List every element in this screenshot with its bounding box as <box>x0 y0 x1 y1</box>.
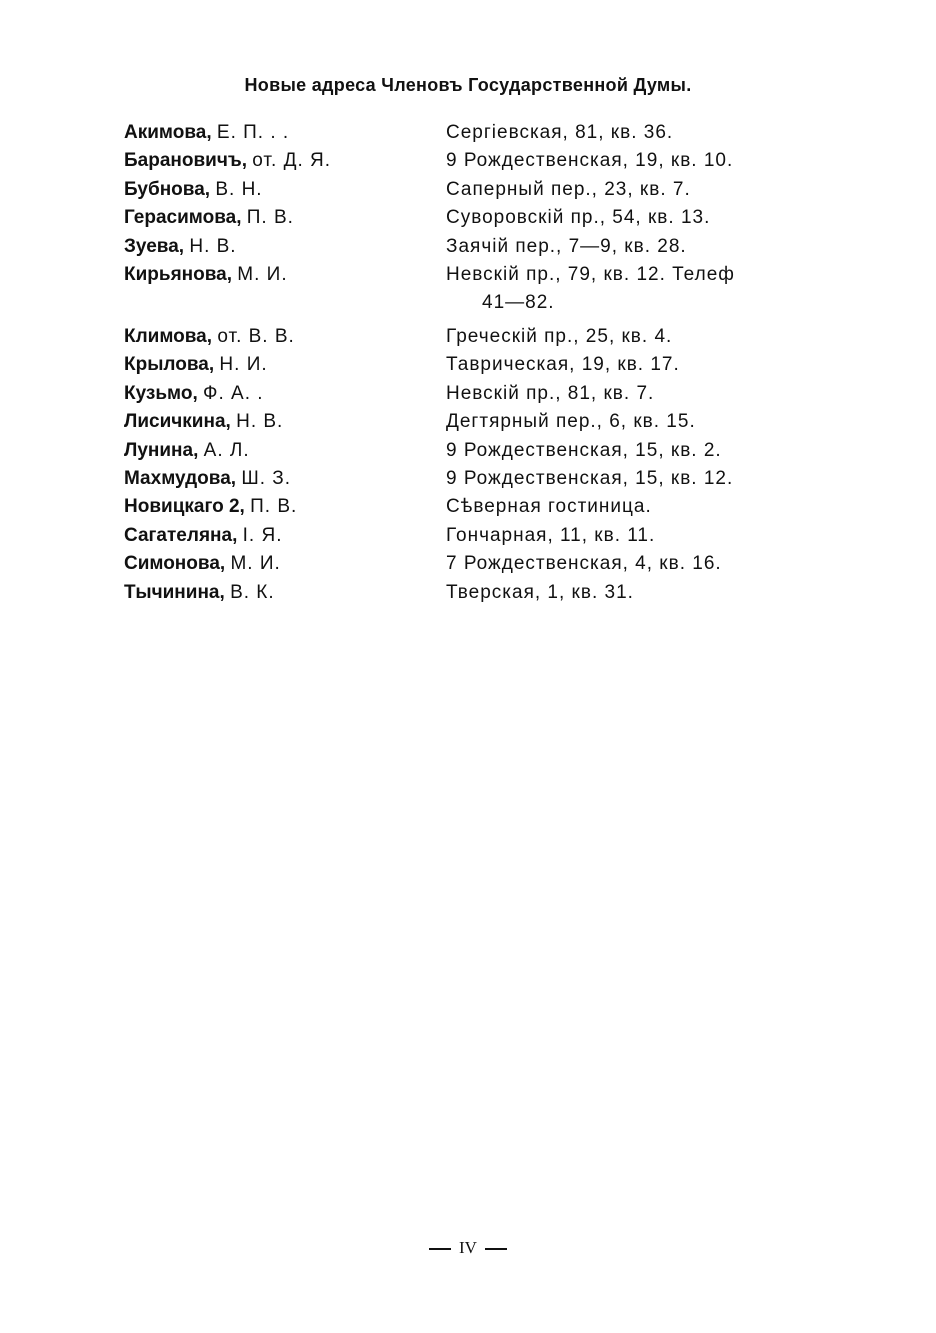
member-initials: Ш. З. <box>241 468 292 490</box>
member-address: Таврическая, 19, кв. 17. <box>446 354 680 376</box>
page-number-text: IV <box>459 1238 477 1257</box>
member-name <box>124 351 446 379</box>
member-surname: Зуева, <box>124 235 185 257</box>
member-initials: Н. В. <box>189 235 237 257</box>
member-surname: Бубнова, <box>124 178 211 200</box>
member-name <box>124 261 446 289</box>
list-item <box>124 408 824 436</box>
member-initials: П. В. <box>246 207 294 229</box>
list-item <box>124 437 824 465</box>
list-item <box>124 323 824 351</box>
member-address: 9 Рождественская, 15, кв. 2. <box>446 439 722 461</box>
member-address: 9 Рождественская, 15, кв. 12. <box>446 468 734 490</box>
member-address: 9 Рождественская, 19, кв. 10. <box>446 150 734 172</box>
member-name <box>124 323 446 351</box>
member-surname: Тычинина, <box>124 581 225 603</box>
list-item <box>124 261 824 323</box>
list-item <box>124 233 824 261</box>
member-address: Гончарная, 11, кв. 11. <box>446 524 656 546</box>
member-surname: Акимова, <box>124 122 212 143</box>
member-name <box>124 204 446 232</box>
member-surname: Климова, <box>124 326 213 348</box>
member-name <box>124 119 446 147</box>
member-initials: Н. И. <box>219 354 268 376</box>
list-item <box>124 176 824 204</box>
page-number <box>0 1238 936 1258</box>
member-surname: Симонова, <box>124 553 226 575</box>
dash-left <box>429 1248 451 1250</box>
member-initials: Ф. А. . <box>203 382 264 404</box>
member-address-continuation: 41—82. <box>482 292 555 314</box>
member-name <box>124 233 446 261</box>
member-initials: Е. П. . . <box>216 122 290 143</box>
member-address: Тверская, 1, кв. 31. <box>446 581 634 603</box>
member-address: Сѣверная гостиница. <box>446 496 652 518</box>
address-list <box>124 119 824 607</box>
member-address: Заячій пер., 7—9, кв. 28. <box>446 235 687 257</box>
member-address: Сергіевская, 81, кв. 36. <box>446 122 674 143</box>
member-surname: Лунина, <box>124 439 199 461</box>
list-item <box>124 550 824 578</box>
member-address: Саперный пер., 23, кв. 7. <box>446 178 691 200</box>
member-surname: Кирьянова, <box>124 264 233 286</box>
member-name <box>124 579 446 607</box>
member-initials: І. Я. <box>242 524 283 546</box>
member-address-line: Невскій пр., 79, кв. 12. Телеф <box>446 264 735 286</box>
list-item <box>124 522 824 550</box>
member-name <box>124 465 446 493</box>
member-initials: М. И. <box>230 553 281 575</box>
member-address: Дегтярный пер., 6, кв. 15. <box>446 411 696 433</box>
list-item <box>124 204 824 232</box>
member-initials: А. Л. <box>203 439 250 461</box>
member-name <box>124 380 446 408</box>
member-name <box>124 176 446 204</box>
member-address <box>446 261 806 318</box>
member-address: Суворовскій пр., 54, кв. 13. <box>446 207 711 229</box>
member-name <box>124 522 446 550</box>
list-item <box>124 465 824 493</box>
member-surname: Кузьмо, <box>124 382 198 404</box>
member-address: Греческій пр., 25, кв. 4. <box>446 326 673 348</box>
member-initials: от. Д. Я. <box>252 150 332 172</box>
page-title: Новые адреса Членовъ Государственной Думы. <box>244 75 692 95</box>
list-item <box>124 493 824 521</box>
member-surname: Крылова, <box>124 354 215 376</box>
member-initials: П. В. <box>250 496 298 518</box>
member-surname: Новицкаго 2, <box>124 496 245 518</box>
member-address: Невскій пр., 81, кв. 7. <box>446 382 655 404</box>
list-item <box>124 119 824 147</box>
member-name <box>124 147 446 175</box>
member-initials: М. И. <box>237 264 288 286</box>
dash-right <box>485 1248 507 1250</box>
member-surname: Барановичъ, <box>124 150 247 172</box>
member-name <box>124 408 446 436</box>
member-initials: В. Н. <box>215 178 263 200</box>
member-name <box>124 550 446 578</box>
member-initials: Н. В. <box>236 411 284 433</box>
list-item <box>124 351 824 379</box>
member-address: 7 Рождественская, 4, кв. 16. <box>446 553 722 575</box>
member-initials: от. В. В. <box>217 326 295 348</box>
member-initials: В. К. <box>230 581 275 603</box>
list-item <box>124 579 824 607</box>
member-surname: Герасимова, <box>124 207 242 229</box>
list-item <box>124 147 824 175</box>
member-surname: Лисичкина, <box>124 411 231 433</box>
list-item <box>124 380 824 408</box>
member-name <box>124 493 446 521</box>
member-name <box>124 437 446 465</box>
member-surname: Сагателяна, <box>124 524 238 546</box>
member-surname: Махмудова, <box>124 468 237 490</box>
